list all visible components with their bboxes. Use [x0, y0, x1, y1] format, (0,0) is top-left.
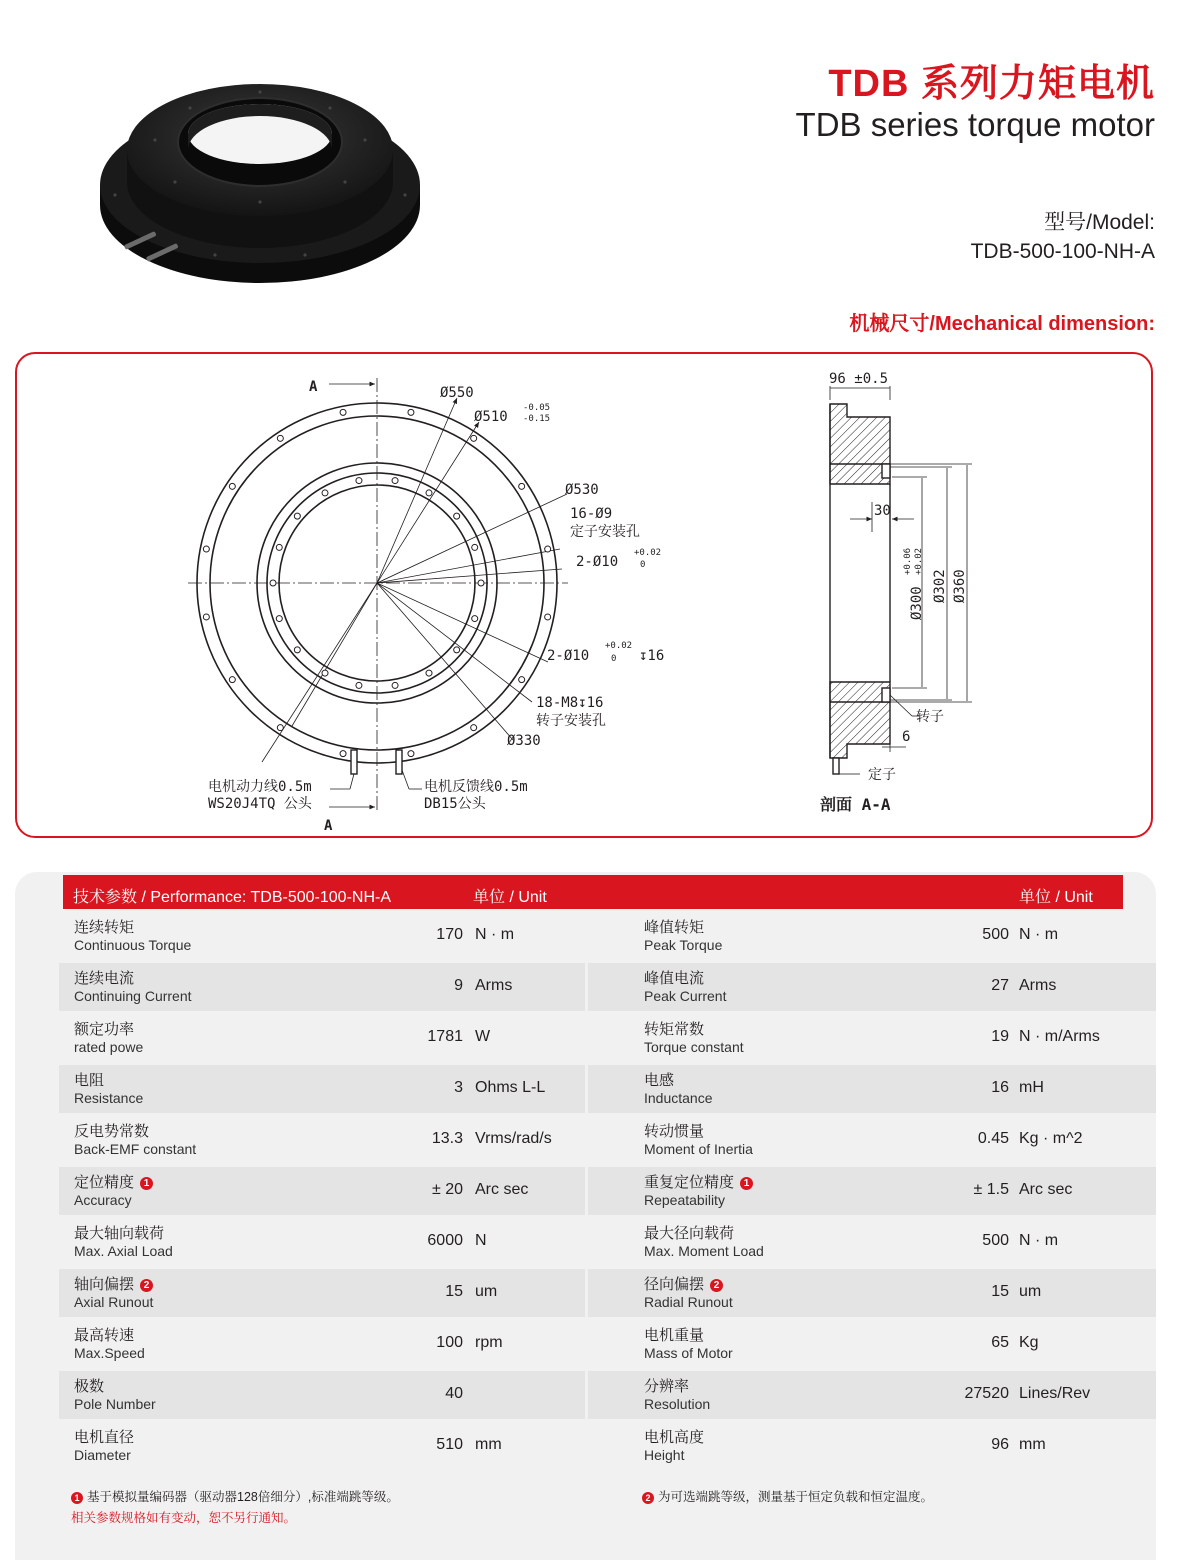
- model-label: 型号/Model:: [1044, 211, 1155, 234]
- table-row: [15, 1167, 1156, 1215]
- param-value: 96: [991, 1436, 1009, 1453]
- stator-mount-hole: [519, 677, 525, 683]
- page-title-cn: TDB 系列力矩电机: [828, 63, 1155, 105]
- stator-mount-hole: [471, 725, 477, 731]
- dim-510: Ø510: [474, 409, 508, 425]
- param-unit: Arc sec: [1019, 1181, 1073, 1198]
- table-row: [15, 1116, 1156, 1164]
- feedback-cable-label: 电机反馈线0.5m: [424, 779, 528, 795]
- param-name-cn: [644, 1171, 753, 1192]
- param-name-en: Max. Moment Load: [644, 1243, 764, 1259]
- param-unit: um: [1019, 1283, 1042, 1300]
- param-name-en: Continuing Current: [74, 988, 192, 1004]
- param-name-en: Moment of Inertia: [644, 1141, 753, 1157]
- param-name-cn-text: 电机重量: [644, 1327, 705, 1344]
- rotor-holes-cn: 转子安装孔: [536, 713, 606, 729]
- performance-header: [63, 875, 1123, 909]
- stator-mount-hole: [519, 483, 525, 489]
- param-unit: Vrms/rad/s: [475, 1130, 552, 1147]
- stator-mount-hole: [408, 751, 414, 757]
- pin-hole-1-tol-lower: 0: [640, 560, 646, 570]
- stator-holes: 16-Ø9: [570, 506, 613, 522]
- param-name-en: Axial Runout: [74, 1294, 154, 1310]
- param-unit: rpm: [475, 1334, 503, 1351]
- param-value: 3: [454, 1079, 463, 1096]
- param-name-cn-text: 反电势常数: [74, 1123, 150, 1140]
- rotor-label: 转子: [916, 709, 944, 725]
- pin-hole-1: 2-Ø10: [576, 554, 619, 570]
- param-name-cn: [644, 916, 704, 937]
- note-badge: 2: [140, 1279, 153, 1292]
- param-value: 100: [436, 1334, 463, 1351]
- table-row: [15, 1218, 1156, 1266]
- param-name-cn-text: 重复定位精度: [644, 1174, 735, 1191]
- dim-300-tol-upper: +0.06: [903, 547, 913, 575]
- param-name-cn-text: 电机直径: [74, 1429, 135, 1446]
- param-name-cn-text: 轴向偏摆: [74, 1276, 135, 1293]
- unit-header-left: 单位 / Unit: [473, 889, 547, 906]
- footnote-1-text: 基于模拟量编码器（驱动器128倍细分）,标准端跳等级。: [87, 1490, 399, 1504]
- pin-hole-1-tol-upper: +0.02: [634, 548, 662, 558]
- table-row: [15, 1320, 1156, 1368]
- param-value: 170: [436, 926, 463, 943]
- section-marker-top: A: [309, 379, 318, 395]
- rotor-mount-hole: [322, 490, 328, 496]
- pin-hole-2: 2-Ø10: [547, 648, 590, 664]
- param-name-cn-text: 径向偏摆: [644, 1276, 705, 1293]
- rotor-mount-hole: [392, 682, 398, 688]
- param-name-cn: [644, 1018, 704, 1039]
- param-name-en: Diameter: [74, 1447, 131, 1463]
- param-name-cn-text: 额定功率: [74, 1021, 135, 1038]
- param-name-cn-text: 最大轴向载荷: [74, 1225, 165, 1242]
- param-name-en: Continuous Torque: [74, 937, 192, 953]
- table-row: [15, 1371, 1156, 1419]
- param-unit: N · m: [1019, 926, 1059, 943]
- param-value: 0.45: [977, 1130, 1009, 1147]
- param-name-cn-text: 分辨率: [644, 1378, 690, 1395]
- performance-panel: [15, 872, 1156, 1560]
- dim-360: Ø360: [952, 569, 968, 603]
- product-image: [95, 70, 425, 295]
- param-name-en: Mass of Motor: [644, 1345, 733, 1361]
- param-name-en: Max. Axial Load: [74, 1243, 173, 1259]
- param-value: 510: [436, 1436, 463, 1453]
- param-name-en: Resistance: [74, 1090, 144, 1106]
- param-name-cn-text: 电阻: [74, 1072, 105, 1089]
- dim-510-tol-lower: -0.15: [523, 414, 551, 424]
- stator-label: 定子: [868, 767, 896, 783]
- rotor-mount-hole: [322, 670, 328, 676]
- table-row: [15, 1065, 1156, 1113]
- stator-mount-hole: [545, 614, 551, 620]
- param-unit: Arms: [1019, 977, 1057, 994]
- param-value: 40: [445, 1385, 463, 1402]
- rotor-mount-hole: [356, 682, 362, 688]
- rotor-mount-hole: [270, 580, 276, 586]
- param-name-cn-text: 转动惯量: [644, 1123, 705, 1140]
- param-name-en: Radial Runout: [644, 1294, 733, 1310]
- table-row: [15, 1269, 1156, 1317]
- stator-holes-cn: 定子安装孔: [570, 524, 640, 540]
- table-row: [15, 1014, 1156, 1062]
- param-value: 6000: [427, 1232, 463, 1249]
- param-name-cn: [644, 1222, 734, 1243]
- param-name-en: Peak Torque: [644, 937, 723, 953]
- param-unit: Lines/Rev: [1019, 1385, 1091, 1402]
- param-name-cn-text: 连续转矩: [74, 919, 135, 936]
- param-unit: mm: [1019, 1436, 1046, 1453]
- param-unit: um: [475, 1283, 498, 1300]
- param-name-cn-text: 连续电流: [74, 970, 135, 987]
- param-unit: N · m: [1019, 1232, 1059, 1249]
- rotor-mount-hole: [478, 580, 484, 586]
- footnote-2-badge: 2: [642, 1492, 654, 1504]
- param-unit: Arc sec: [475, 1181, 529, 1198]
- power-connector-label: WS20J4TQ 公头: [208, 796, 312, 812]
- stator-mount-hole: [203, 546, 209, 552]
- param-name-cn-text: 极数: [74, 1378, 105, 1395]
- model-value: TDB-500-100-NH-A: [970, 240, 1155, 263]
- stator-mount-hole: [229, 677, 235, 683]
- dim-302: Ø302: [932, 569, 948, 603]
- param-name-en: Pole Number: [74, 1396, 156, 1412]
- param-name-en: Torque constant: [644, 1039, 744, 1055]
- stator-mount-hole: [277, 725, 283, 731]
- stator-mount-hole: [340, 409, 346, 415]
- param-name-en: Max.Speed: [74, 1345, 145, 1361]
- rotor-mount-hole: [294, 647, 300, 653]
- param-name-cn: [644, 1120, 704, 1141]
- page-title-en: TDB series torque motor: [795, 106, 1155, 143]
- unit-header-right: 单位 / Unit: [1019, 889, 1093, 906]
- rotor-mount-hole: [392, 478, 398, 484]
- performance-header-label: 技术参数 / Performance: TDB-500-100-NH-A: [73, 889, 392, 906]
- param-name-cn: [644, 1324, 704, 1345]
- footnote-1b: 相关参数规格如有变动，恕不另行通知。: [71, 1511, 297, 1525]
- rotor-mount-hole: [294, 513, 300, 519]
- param-value: 65: [991, 1334, 1009, 1351]
- param-unit: mH: [1019, 1079, 1044, 1096]
- param-value: 27520: [964, 1385, 1009, 1402]
- param-value: 15: [991, 1283, 1009, 1300]
- stator-mount-hole: [277, 435, 283, 441]
- stator-mount-hole: [408, 409, 414, 415]
- param-name-cn-text: 最高转速: [74, 1327, 135, 1344]
- param-value: 1781: [427, 1028, 463, 1045]
- param-name-cn: [644, 967, 704, 988]
- param-value: 19: [991, 1028, 1009, 1045]
- param-value: ± 1.5: [973, 1181, 1009, 1198]
- stator-mount-hole: [203, 614, 209, 620]
- pin-hole-2-depth: ↧16: [639, 648, 665, 664]
- power-cable-label: 电机动力线0.5m: [208, 779, 312, 795]
- param-unit: W: [475, 1028, 491, 1045]
- rotor-mount-hole: [276, 544, 282, 550]
- note-badge: 1: [740, 1177, 753, 1190]
- param-unit: N · m/Arms: [1019, 1028, 1100, 1045]
- dim-300-tol-lower: +0.02: [914, 547, 924, 575]
- param-name-cn-text: 峰值电流: [644, 970, 705, 987]
- param-name-en: Repeatability: [644, 1192, 725, 1208]
- footnote-1: [71, 1487, 399, 1505]
- param-name-en: Back-EMF constant: [74, 1141, 197, 1157]
- param-name-cn-text: 电机高度: [644, 1429, 705, 1446]
- footnote-2: [642, 1487, 933, 1505]
- rotor-holes: 18-M8↧16: [536, 695, 604, 711]
- mechanical-drawing: [17, 354, 1153, 838]
- feedback-connector-label: DB15公头: [424, 796, 486, 812]
- rotor-mount-hole: [356, 478, 362, 484]
- note-badge: 1: [140, 1177, 153, 1190]
- section-title: 剖面 A-A: [820, 795, 891, 814]
- rotor-mount-hole: [426, 490, 432, 496]
- stator-mount-hole: [471, 435, 477, 441]
- stator-mount-hole: [545, 546, 551, 552]
- rotor-mount-hole: [472, 616, 478, 622]
- pin-hole-2-tol-lower: 0: [611, 654, 617, 664]
- param-name-cn: [644, 1426, 704, 1447]
- stator-mount-hole: [229, 483, 235, 489]
- param-unit: N · m: [475, 926, 515, 943]
- dim-550: Ø550: [440, 385, 474, 401]
- param-name-cn: [644, 1375, 689, 1396]
- footnote-2-text: 为可选端跳等级，测量基于恒定负载和恒定温度。: [658, 1490, 934, 1504]
- param-name-en: Inductance: [644, 1090, 713, 1106]
- note-badge: 2: [710, 1279, 723, 1292]
- param-name-cn: [644, 1069, 674, 1090]
- mechanical-dimension-heading: 机械尺寸/Mechanical dimension:: [849, 313, 1155, 335]
- section-marker-bottom: A: [324, 818, 333, 834]
- footnote-1-badge: 1: [71, 1492, 83, 1504]
- param-name-cn-text: 峰值转矩: [644, 919, 705, 936]
- param-name-en: rated powe: [74, 1039, 144, 1055]
- rotor-mount-hole: [454, 647, 460, 653]
- param-name-en: Accuracy: [74, 1192, 132, 1208]
- param-name-en: Height: [644, 1447, 685, 1463]
- param-name-cn: [644, 1273, 723, 1294]
- param-name-cn-text: 定位精度: [74, 1174, 135, 1191]
- table-row: [15, 912, 1156, 960]
- param-value: ± 20: [431, 1181, 463, 1198]
- dim-530: Ø530: [565, 482, 599, 498]
- param-unit: Ohms L-L: [475, 1079, 546, 1096]
- param-value: 16: [991, 1079, 1009, 1096]
- pin-hole-2-tol-upper: +0.02: [605, 641, 633, 651]
- param-unit: mm: [475, 1436, 502, 1453]
- param-name-cn-text: 最大径向载荷: [644, 1225, 735, 1242]
- table-row: [15, 963, 1156, 1011]
- param-value: 500: [982, 926, 1009, 943]
- dim-30: 30: [874, 503, 891, 519]
- table-row: [15, 1422, 1156, 1470]
- param-value: 27: [991, 977, 1009, 994]
- dim-height-96: 96 ±0.5: [829, 371, 889, 387]
- param-unit: Arms: [475, 977, 513, 994]
- param-unit: Kg: [1019, 1334, 1039, 1351]
- dim-300: Ø300: [909, 586, 925, 620]
- rotor-mount-hole: [454, 513, 460, 519]
- param-value: 500: [982, 1232, 1009, 1249]
- dim-6: 6: [902, 729, 911, 745]
- stator-mount-hole: [340, 751, 346, 757]
- param-unit: N: [475, 1232, 487, 1249]
- param-name-cn-text: 转矩常数: [644, 1021, 705, 1038]
- param-unit: Kg · m^2: [1019, 1130, 1083, 1147]
- mechanical-drawing-panel: [15, 352, 1153, 838]
- param-name-en: Peak Current: [644, 988, 727, 1004]
- param-value: 13.3: [431, 1130, 463, 1147]
- rotor-mount-hole: [472, 544, 478, 550]
- dim-510-tol-upper: -0.05: [523, 403, 551, 413]
- param-value: 9: [454, 977, 463, 994]
- dim-330: Ø330: [507, 733, 541, 749]
- param-name-en: Resolution: [644, 1396, 711, 1412]
- param-name-cn-text: 电感: [644, 1072, 675, 1089]
- rotor-mount-hole: [276, 616, 282, 622]
- param-value: 15: [445, 1283, 463, 1300]
- rotor-mount-hole: [426, 670, 432, 676]
